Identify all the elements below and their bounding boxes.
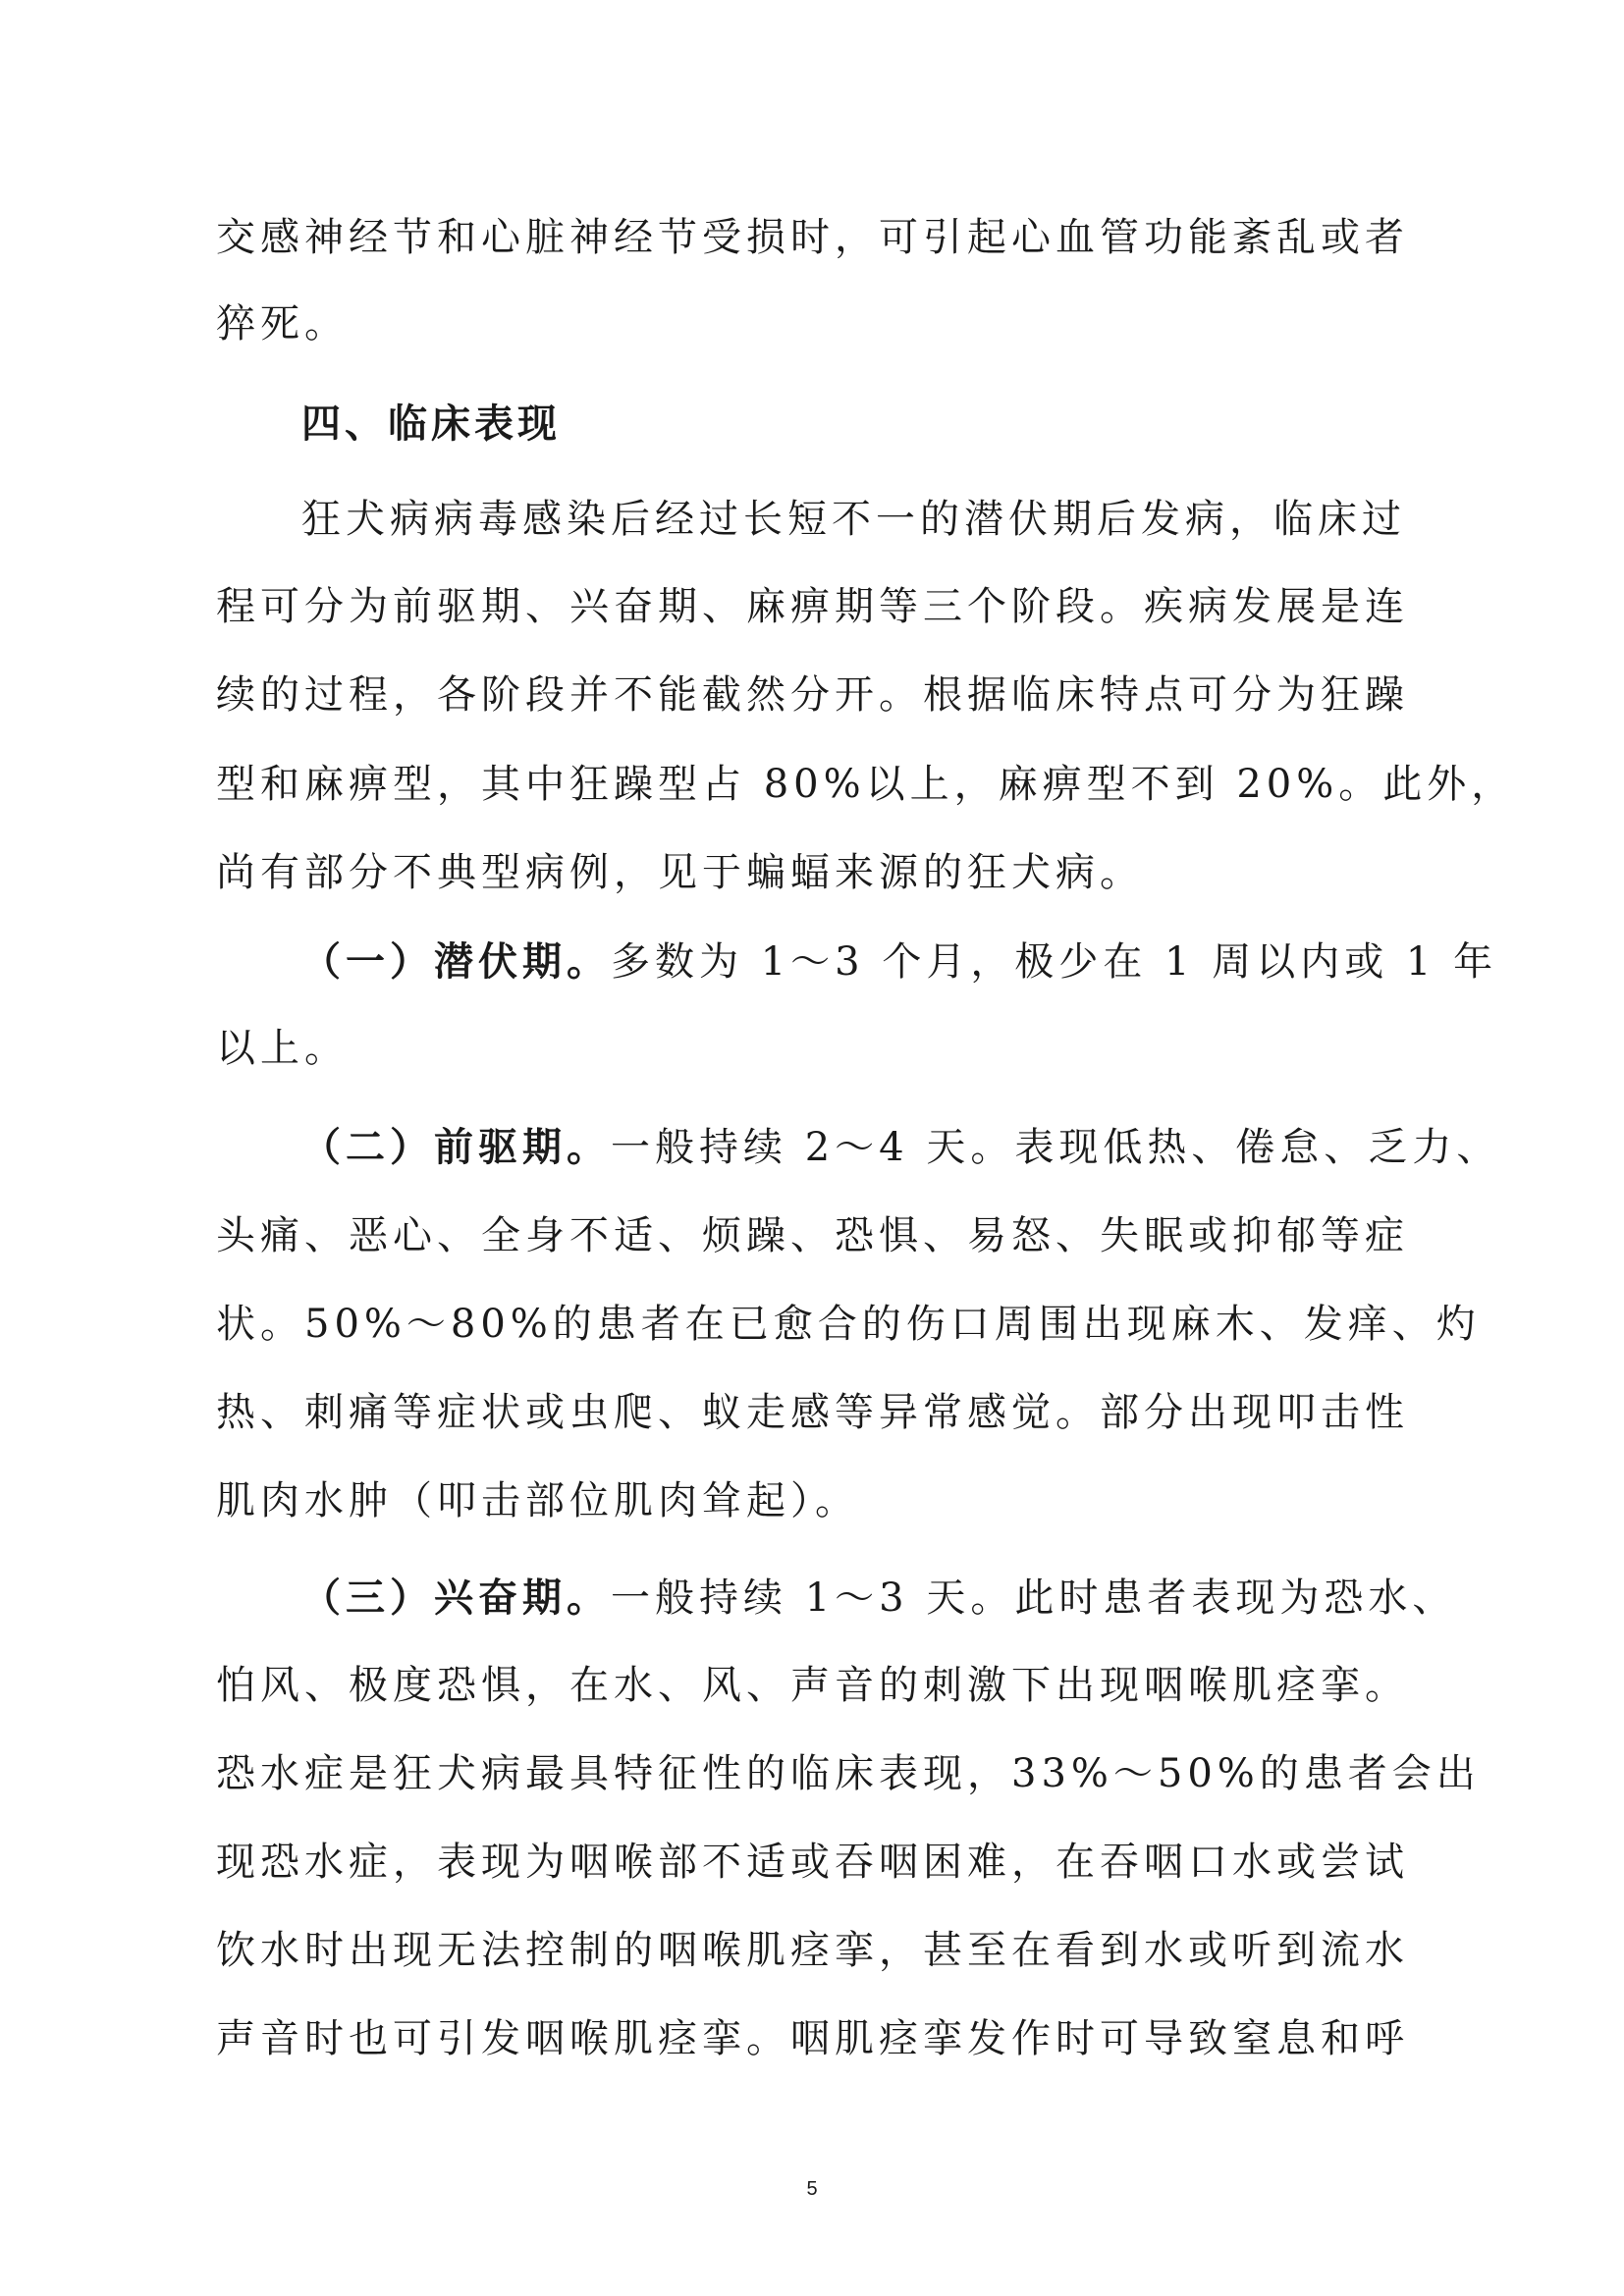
- body-text-line: 饮水时出现无法控制的咽喉肌痉挛，甚至在看到水或听到流水: [216, 1928, 1409, 1973]
- subsection-lead: （一）潜伏期。: [301, 939, 611, 985]
- body-text-line: 肌肉水肿（叩击部位肌肉耸起）。: [216, 1478, 859, 1523]
- body-text-line: 以上。: [216, 1026, 349, 1071]
- subsection-lead: （三）兴奋期。: [301, 1575, 611, 1621]
- body-text-line: 现恐水症，表现为咽喉部不适或吞咽困难，在吞咽口水或尝试: [216, 1840, 1409, 1885]
- paragraph-text: 多数为 1～3 个月，极少在 1 周以内或 1 年: [611, 939, 1498, 985]
- paragraph-first-line: [301, 1124, 1501, 1171]
- body-text-line: 声音时也可引发咽喉肌痉挛。咽肌痉挛发作时可导致窒息和呼: [216, 2016, 1409, 2061]
- section-heading: 四、临床表现: [301, 401, 561, 447]
- body-text-line: 狂犬病病毒感染后经过长短不一的潜伏期后发病，临床过: [301, 497, 1406, 542]
- body-text-line: 状。50%～80%的患者在已愈合的伤口周围出现麻木、发痒、灼: [216, 1302, 1481, 1347]
- body-text-line: 热、刺痛等症状或虫爬、蚁走感等异常感觉。部分出现叩击性: [216, 1390, 1409, 1435]
- body-text-line: 交感神经节和心脏神经节受损时，可引起心血管功能紊乱或者: [216, 215, 1409, 260]
- body-text-line: 续的过程，各阶段并不能截然分开。根据临床特点可分为狂躁: [216, 672, 1409, 718]
- body-text-line: 程可分为前驱期、兴奋期、麻痹期等三个阶段。疾病发展是连: [216, 584, 1409, 629]
- paragraph-first-line: [301, 1575, 1457, 1622]
- body-text-line: 恐水症是狂犬病最具特征性的临床表现，33%～50%的患者会出: [216, 1751, 1481, 1796]
- body-text-line: 型和麻痹型，其中狂躁型占 80%以上，麻痹型不到 20%。此外，: [216, 762, 1516, 807]
- paragraph-text: 一般持续 2～4 天。表现低热、倦怠、乏力、: [611, 1125, 1501, 1170]
- page-number: 5: [806, 2178, 818, 2200]
- subsection-lead: （二）前驱期。: [301, 1125, 611, 1170]
- body-text-line: 头痛、恶心、全身不适、烦躁、恐惧、易怒、失眠或抑郁等症: [216, 1213, 1409, 1258]
- paragraph-first-line: [301, 938, 1498, 986]
- body-text-line: 怕风、极度恐惧，在水、风、声音的刺激下出现咽喉肌痉挛。: [216, 1663, 1409, 1708]
- paragraph-text: 一般持续 1～3 天。此时患者表现为恐水、: [611, 1575, 1457, 1621]
- body-text-line: 尚有部分不典型病例，见于蝙蝠来源的狂犬病。: [216, 850, 1144, 895]
- body-text-line: 猝死。: [216, 301, 349, 347]
